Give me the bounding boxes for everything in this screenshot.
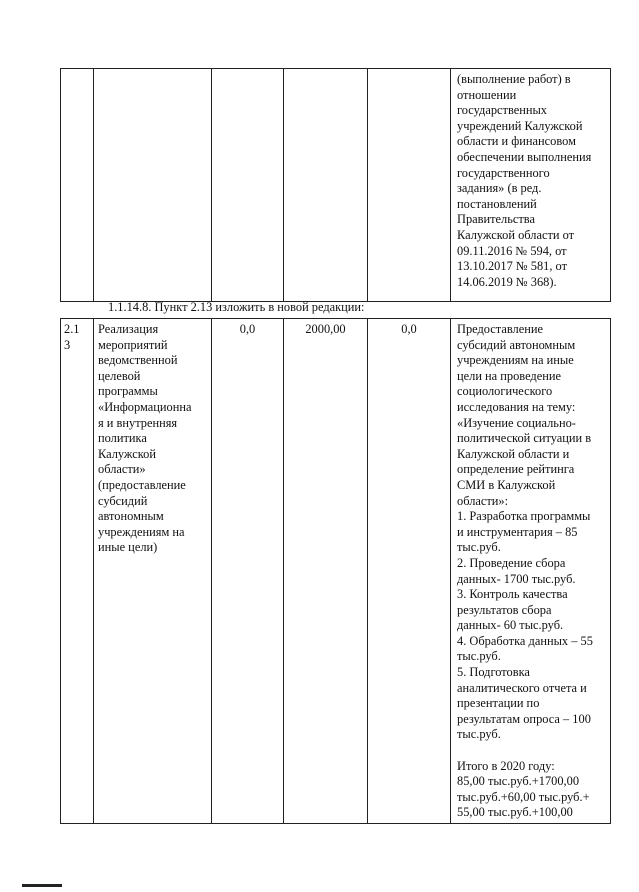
value-2: 2000,00 (305, 322, 346, 336)
col-divider (283, 319, 284, 823)
col-divider (283, 69, 284, 301)
col-divider (367, 69, 368, 301)
footnote-rule (22, 884, 62, 887)
col-divider (93, 319, 94, 823)
col-divider (367, 319, 368, 823)
value-1: 0,0 (239, 322, 256, 336)
col-divider (450, 69, 451, 301)
col-divider (211, 69, 212, 301)
measure-description: Предоставление субсидий автономным учреждениям на иные цели на проведение социологического исследования на тему: «Изучение социально- политической ситуации в Калужской области и определение рейтинга СМИ в Калужской области»: 1. Разработка программы и инструментария – 85 тыс.руб. 2. Проведение сбора данных- 1700 тыс.руб. 3. Контроль качества результатов сбора данных- 60 тыс.руб. 4. Обработка данных – 55 тыс.руб. 5. Подготовка аналитического отчета и презентации по результатам опроса – 100 тыс.руб. Итого в 2020 году: 85,00 тыс.руб.+1700,00 тыс.руб.+60,00 тыс.руб.+ 55,00 тыс.руб.+100,00 (457, 322, 593, 820)
amendment-line: 1.1.14.8. Пункт 2.13 изложить в новой редакции: (108, 300, 365, 314)
top-table (60, 68, 611, 302)
measure-name: Реализация мероприятий ведомственной целевой программы «Информационна я и внутренняя политика Калужской области» (предоставление субсидий автономным учреждениям на иные цели) (98, 322, 192, 555)
top-row-description: (выполнение работ) в отношении государственных учреждений Калужской области и финансовом обеспечении выполнения государственного задания» (в ред. постановлений Правительства Калужской области от 09.11.2016 № 594, от 13.10.2017 № 581, от 14.06.2019 № 368). (457, 72, 592, 289)
col-divider (211, 319, 212, 823)
value-3: 0,0 (401, 322, 417, 336)
col-divider (93, 69, 94, 301)
main-table (60, 318, 611, 824)
row-number: 2.1 3 (64, 322, 80, 352)
col-divider (450, 319, 451, 823)
